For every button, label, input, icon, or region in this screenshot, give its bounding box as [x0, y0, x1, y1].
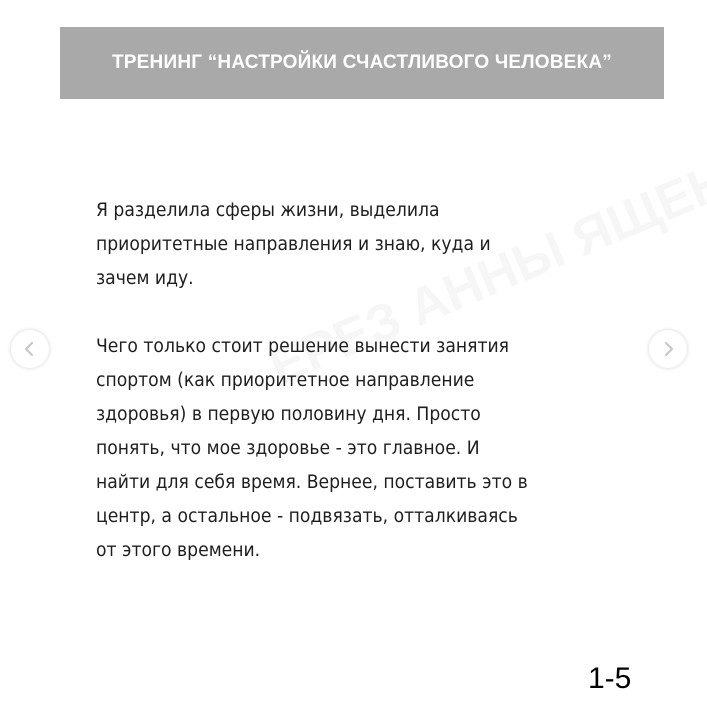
- chevron-left-icon: [22, 341, 38, 357]
- page-counter: 1-5: [588, 662, 632, 695]
- text-line: от этого времени.: [96, 540, 261, 561]
- header-title: ТРЕНИНГ “НАСТРОЙКИ СЧАСТЛИВОГО ЧЕЛОВЕКА”: [112, 52, 612, 73]
- text-line: Чего только стоит решение вынести занятия: [96, 336, 510, 357]
- next-slide-button[interactable]: [649, 330, 687, 368]
- text-line: найти для себя время. Вернее, поставить это в: [96, 472, 528, 493]
- text-line: центр, а остальное - подвязать, отталкиваясь: [96, 506, 518, 527]
- paragraph-spacer: [96, 296, 589, 330]
- paragraph-2: [96, 330, 589, 568]
- text-line: понять, что мое здоровье - это главное. И: [96, 438, 480, 459]
- text-line: здоровья) в первую половину дня. Просто: [96, 404, 481, 425]
- text-line: приоритетные направления и знаю, куда и: [96, 234, 491, 255]
- header-banner: [60, 27, 664, 99]
- text-line: Я разделила сферы жизни, выделила: [96, 200, 440, 221]
- text-line: зачем иду.: [96, 268, 194, 289]
- text-line: спортом (как приоритетное направление: [96, 370, 475, 391]
- chevron-right-icon: [660, 341, 676, 357]
- previous-slide-button[interactable]: [11, 330, 49, 368]
- paragraph-1: [96, 194, 589, 296]
- slide-body-text: [96, 194, 589, 568]
